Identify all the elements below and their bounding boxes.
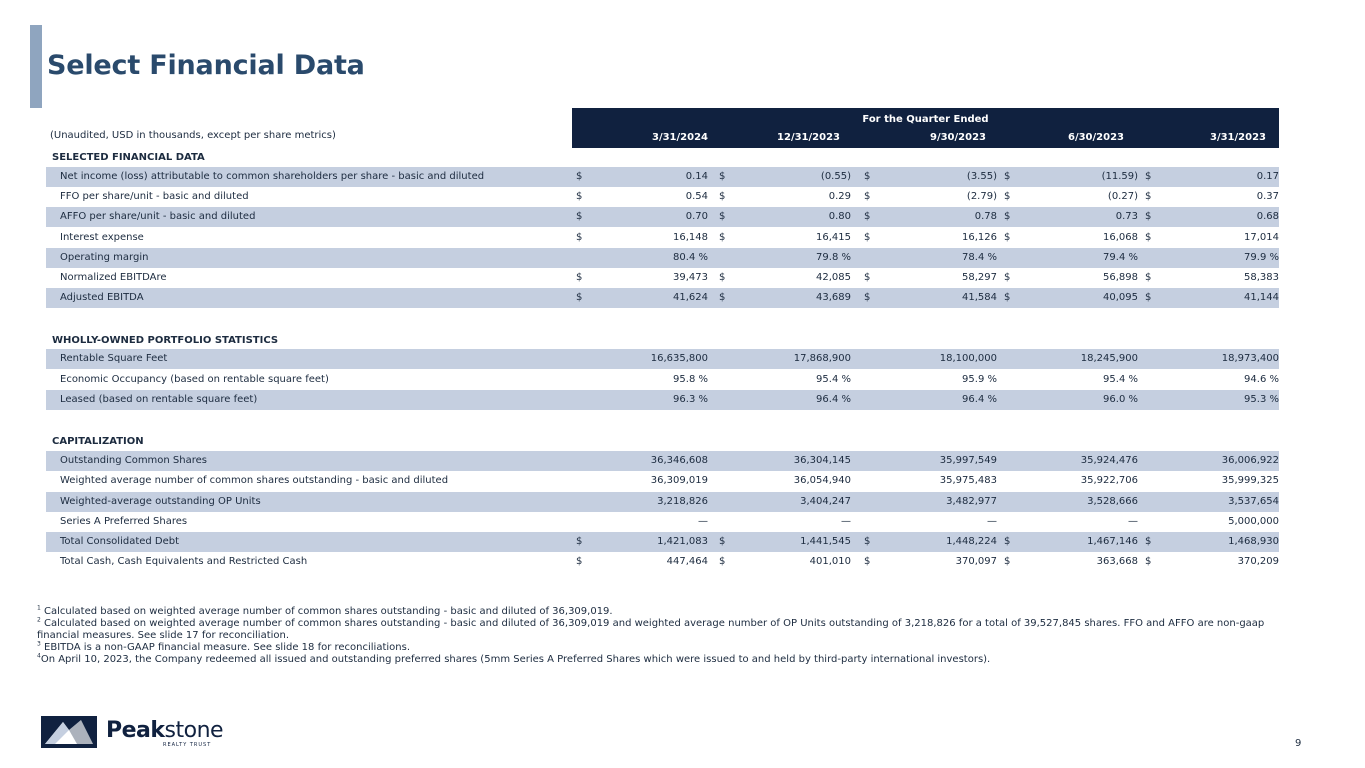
table-cell: 3,537,654 bbox=[1228, 496, 1279, 507]
row-label: Net income (loss) attributable to common shareholders per share - basic and diluted bbox=[60, 171, 485, 182]
table-cell: 79.8 % bbox=[816, 252, 851, 263]
currency-symbol: $ bbox=[576, 536, 583, 547]
footnote-1 bbox=[37, 606, 1277, 618]
currency-symbol: $ bbox=[719, 232, 726, 243]
currency-symbol: $ bbox=[1145, 211, 1152, 222]
quarter-ended-label: For the Quarter Ended bbox=[862, 114, 989, 125]
currency-symbol: $ bbox=[864, 556, 871, 567]
table-cell: 0.54 bbox=[685, 191, 708, 202]
row-label: Weighted-average outstanding OP Units bbox=[60, 496, 261, 507]
currency-symbol: $ bbox=[576, 292, 583, 303]
currency-symbol: $ bbox=[719, 556, 726, 567]
logo-word-light: stone bbox=[164, 718, 224, 743]
table-cell: 42,085 bbox=[816, 272, 851, 283]
currency-symbol: $ bbox=[1004, 211, 1011, 222]
table-cell: 41,624 bbox=[673, 292, 708, 303]
table-row bbox=[46, 512, 1279, 532]
table-cell: 447,464 bbox=[666, 556, 708, 567]
table-cell: 79.4 % bbox=[1103, 252, 1138, 263]
footnote-4-marker: 4 bbox=[37, 652, 41, 660]
currency-symbol: $ bbox=[864, 211, 871, 222]
logo-wordmark bbox=[106, 718, 223, 743]
footnote-2-text: Calculated based on weighted average number of common shares outstanding - basic and diluted of 36,309,019 and weighted average number of OP Units outstanding of 3,218,826 for a total of 39,527,845 shares. FFO and AFFO are non-gaap financial measures. See slide 17 for reconciliation. bbox=[37, 618, 1265, 641]
currency-symbol: $ bbox=[719, 191, 726, 202]
table-cell: 17,014 bbox=[1244, 232, 1279, 243]
table-cell: — bbox=[987, 516, 997, 527]
table-cell: 0.14 bbox=[685, 171, 708, 182]
currency-symbol: $ bbox=[576, 556, 583, 567]
col-header-2: 12/31/2023 bbox=[777, 132, 840, 143]
currency-symbol: $ bbox=[864, 272, 871, 283]
table-cell: 35,922,706 bbox=[1080, 475, 1138, 486]
table-cell: 36,309,019 bbox=[650, 475, 708, 486]
table-cell: — bbox=[698, 516, 708, 527]
units-note: (Unaudited, USD in thousands, except per share metrics) bbox=[50, 130, 336, 141]
table-cell: (3.55) bbox=[966, 171, 997, 182]
currency-symbol: $ bbox=[719, 536, 726, 547]
row-label: Interest expense bbox=[60, 232, 144, 243]
table-cell: 0.73 bbox=[1115, 211, 1138, 222]
currency-symbol: $ bbox=[576, 171, 583, 182]
row-label: Leased (based on rentable square feet) bbox=[60, 394, 258, 405]
currency-symbol: $ bbox=[719, 211, 726, 222]
footnote-4 bbox=[37, 654, 1277, 666]
currency-symbol: $ bbox=[1145, 556, 1152, 567]
table-cell: 1,441,545 bbox=[800, 536, 851, 547]
table-row bbox=[46, 390, 1279, 410]
table-cell: 370,209 bbox=[1237, 556, 1279, 567]
footnote-1-marker: 1 bbox=[37, 604, 41, 612]
title-accent-bar bbox=[30, 25, 42, 108]
currency-symbol: $ bbox=[1004, 536, 1011, 547]
table-cell: 96.4 % bbox=[962, 394, 997, 405]
table-cell: 40,095 bbox=[1103, 292, 1138, 303]
currency-symbol: $ bbox=[1145, 232, 1152, 243]
table-row bbox=[46, 187, 1279, 207]
table-cell: 401,010 bbox=[809, 556, 851, 567]
table-cell: 3,218,826 bbox=[657, 496, 708, 507]
table-cell: 16,126 bbox=[962, 232, 997, 243]
table-cell: 16,415 bbox=[816, 232, 851, 243]
currency-symbol: $ bbox=[1004, 556, 1011, 567]
table-cell: 94.6 % bbox=[1244, 374, 1279, 385]
table-cell: 0.80 bbox=[828, 211, 851, 222]
table-cell: 0.17 bbox=[1256, 171, 1279, 182]
table-row bbox=[46, 288, 1279, 308]
table-cell: 35,924,476 bbox=[1080, 455, 1138, 466]
table-cell: (2.79) bbox=[966, 191, 997, 202]
table-cell: 16,148 bbox=[673, 232, 708, 243]
table-cell: 41,144 bbox=[1244, 292, 1279, 303]
logo-word-bold: Peak bbox=[106, 718, 165, 743]
currency-symbol: $ bbox=[576, 232, 583, 243]
col-header-1: 3/31/2024 bbox=[651, 132, 708, 143]
row-label: Normalized EBITDAre bbox=[60, 272, 167, 283]
currency-symbol: $ bbox=[1145, 536, 1152, 547]
row-label: FFO per share/unit - basic and diluted bbox=[60, 191, 249, 202]
currency-symbol: $ bbox=[1004, 272, 1011, 283]
table-cell: 95.9 % bbox=[962, 374, 997, 385]
table-cell: 370,097 bbox=[955, 556, 997, 567]
footnote-3 bbox=[37, 642, 1277, 654]
table-row bbox=[46, 228, 1279, 248]
row-label: Operating margin bbox=[60, 252, 149, 263]
col-header-5: 3/31/2023 bbox=[1209, 132, 1266, 143]
row-label: Economic Occupancy (based on rentable square feet) bbox=[60, 374, 329, 385]
table-cell: 95.3 % bbox=[1244, 394, 1279, 405]
currency-symbol: $ bbox=[864, 171, 871, 182]
table-cell: 18,245,900 bbox=[1080, 353, 1138, 364]
table-cell: 1,468,930 bbox=[1228, 536, 1279, 547]
row-label: Total Cash, Cash Equivalents and Restricted Cash bbox=[60, 556, 308, 567]
table-cell: 58,297 bbox=[962, 272, 997, 283]
row-label: AFFO per share/unit - basic and diluted bbox=[60, 211, 256, 222]
currency-symbol: $ bbox=[1004, 292, 1011, 303]
section-portfolio-statistics: WHOLLY-OWNED PORTFOLIO STATISTICS bbox=[52, 335, 279, 346]
peakstone-logo-icon bbox=[41, 716, 97, 748]
table-cell: 56,898 bbox=[1103, 272, 1138, 283]
table-row bbox=[46, 207, 1279, 227]
currency-symbol: $ bbox=[576, 191, 583, 202]
table-row bbox=[46, 349, 1279, 369]
table-cell: (0.55) bbox=[820, 171, 851, 182]
currency-symbol: $ bbox=[1004, 191, 1011, 202]
table-cell: 3,404,247 bbox=[800, 496, 851, 507]
table-cell: 1,467,146 bbox=[1087, 536, 1138, 547]
currency-symbol: $ bbox=[864, 292, 871, 303]
currency-symbol: $ bbox=[864, 191, 871, 202]
table-cell: 79.9 % bbox=[1244, 252, 1279, 263]
table-header bbox=[572, 108, 1279, 148]
footnote-3-text: EBITDA is a non-GAAP financial measure. See slide 18 for reconciliations. bbox=[44, 642, 411, 653]
table-cell: 16,068 bbox=[1103, 232, 1138, 243]
table-cell: 36,006,922 bbox=[1221, 455, 1279, 466]
currency-symbol: $ bbox=[1004, 171, 1011, 182]
table-cell: 3,482,977 bbox=[946, 496, 997, 507]
table-cell: 43,689 bbox=[816, 292, 851, 303]
table-cell: 41,584 bbox=[962, 292, 997, 303]
table-cell: 363,668 bbox=[1096, 556, 1138, 567]
currency-symbol: $ bbox=[864, 232, 871, 243]
table-cell: 35,999,325 bbox=[1221, 475, 1279, 486]
table-cell: 96.0 % bbox=[1103, 394, 1138, 405]
currency-symbol: $ bbox=[1145, 191, 1152, 202]
col-header-3: 9/30/2023 bbox=[929, 132, 986, 143]
table-cell: 96.3 % bbox=[673, 394, 708, 405]
currency-symbol: $ bbox=[864, 536, 871, 547]
table-cell: 0.68 bbox=[1256, 211, 1279, 222]
currency-symbol: $ bbox=[1145, 292, 1152, 303]
footnote-2-marker: 2 bbox=[37, 616, 41, 624]
currency-symbol: $ bbox=[576, 272, 583, 283]
table-cell: 0.29 bbox=[828, 191, 851, 202]
row-label: Outstanding Common Shares bbox=[60, 455, 208, 466]
table-cell: 96.4 % bbox=[816, 394, 851, 405]
currency-symbol: $ bbox=[719, 272, 726, 283]
footnote-3-marker: 3 bbox=[37, 640, 41, 648]
table-row bbox=[46, 268, 1279, 288]
table-cell: 78.4 % bbox=[962, 252, 997, 263]
table-cell: 0.37 bbox=[1256, 191, 1279, 202]
table-cell: 95.8 % bbox=[673, 374, 708, 385]
row-label: Series A Preferred Shares bbox=[60, 516, 188, 527]
col-header-4: 6/30/2023 bbox=[1067, 132, 1124, 143]
table-cell: — bbox=[841, 516, 851, 527]
table-cell: 1,448,224 bbox=[946, 536, 997, 547]
logo-subtitle: REALTY TRUST bbox=[163, 742, 212, 748]
table-cell: (0.27) bbox=[1107, 191, 1138, 202]
table-row bbox=[46, 451, 1279, 471]
table-cell: 16,635,800 bbox=[650, 353, 708, 364]
table-cell: (11.59) bbox=[1101, 171, 1138, 182]
table-row bbox=[46, 167, 1279, 187]
table-cell: 5,000,000 bbox=[1228, 516, 1279, 527]
section-capitalization: CAPITALIZATION bbox=[52, 436, 144, 447]
table-cell: 35,997,549 bbox=[939, 455, 997, 466]
table-row bbox=[46, 492, 1279, 512]
currency-symbol: $ bbox=[719, 171, 726, 182]
currency-symbol: $ bbox=[1004, 232, 1011, 243]
table-row bbox=[46, 552, 1279, 572]
page-number: 9 bbox=[1295, 738, 1302, 749]
table-cell: 95.4 % bbox=[816, 374, 851, 385]
page-title: Select Financial Data bbox=[47, 50, 365, 81]
table-cell: 1,421,083 bbox=[657, 536, 708, 547]
currency-symbol: $ bbox=[1145, 272, 1152, 283]
currency-symbol: $ bbox=[1145, 171, 1152, 182]
table-cell: — bbox=[1128, 516, 1138, 527]
table-row bbox=[46, 370, 1279, 390]
currency-symbol: $ bbox=[719, 292, 726, 303]
table-cell: 17,868,900 bbox=[793, 353, 851, 364]
row-label: Total Consolidated Debt bbox=[60, 536, 180, 547]
table-cell: 36,346,608 bbox=[650, 455, 708, 466]
table-cell: 95.4 % bbox=[1103, 374, 1138, 385]
table-cell: 18,973,400 bbox=[1221, 353, 1279, 364]
table-cell: 39,473 bbox=[673, 272, 708, 283]
footnotes bbox=[37, 606, 1277, 666]
row-label: Rentable Square Feet bbox=[60, 353, 168, 364]
table-cell: 0.70 bbox=[685, 211, 708, 222]
table-cell: 3,528,666 bbox=[1087, 496, 1138, 507]
footnote-4-text: On April 10, 2023, the Company redeemed all issued and outstanding preferred shares (5mm Series A Preferred Shares which were issued to and held by third-party international investors). bbox=[40, 654, 991, 665]
footnote-2 bbox=[37, 618, 1277, 642]
row-label: Adjusted EBITDA bbox=[60, 292, 144, 303]
table-cell: 35,975,483 bbox=[939, 475, 997, 486]
table-cell: 18,100,000 bbox=[939, 353, 997, 364]
section-selected-financial-data: SELECTED FINANCIAL DATA bbox=[52, 152, 205, 163]
currency-symbol: $ bbox=[576, 211, 583, 222]
table-cell: 58,383 bbox=[1244, 272, 1279, 283]
footnote-1-text: Calculated based on weighted average number of common shares outstanding - basic and diluted of 36,309,019. bbox=[44, 606, 613, 617]
row-label: Weighted average number of common shares outstanding - basic and diluted bbox=[60, 475, 449, 486]
table-row bbox=[46, 248, 1279, 268]
table-row bbox=[46, 532, 1279, 552]
table-cell: 36,304,145 bbox=[793, 455, 851, 466]
table-cell: 36,054,940 bbox=[793, 475, 851, 486]
table-row bbox=[46, 471, 1279, 491]
table-cell: 0.78 bbox=[974, 211, 997, 222]
table-cell: 80.4 % bbox=[673, 252, 708, 263]
